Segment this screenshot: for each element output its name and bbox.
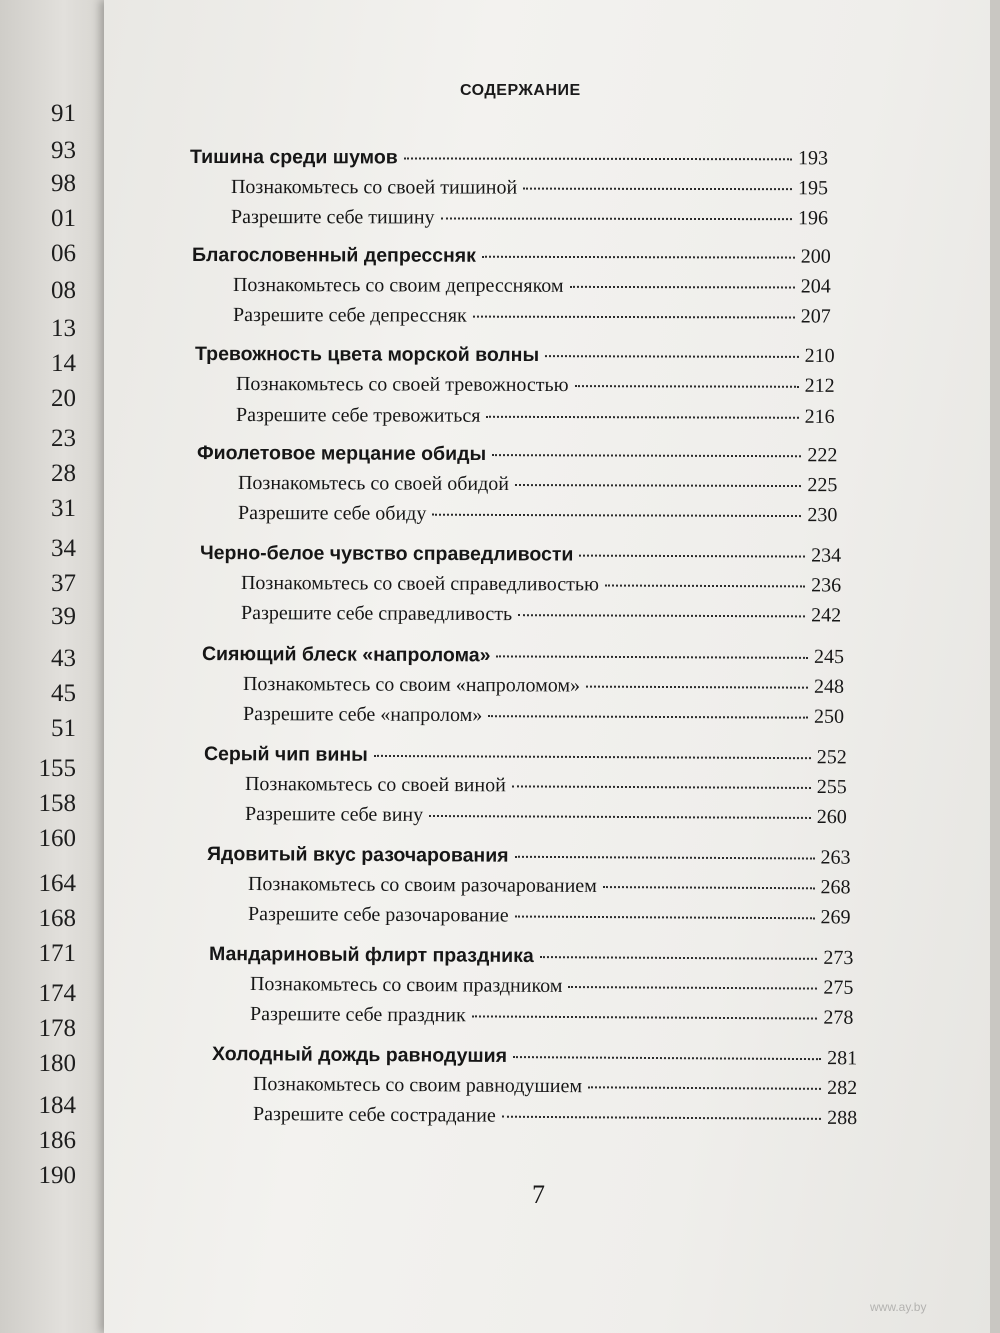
toc-entry-title: Благословенный депрессняк — [192, 244, 477, 267]
toc-entry-page-number: 196 — [797, 207, 829, 230]
toc-entry-page-number: 288 — [826, 1106, 857, 1130]
toc-subsection-entry — [245, 803, 847, 829]
toc-entry-title: Разрешите себе тишину — [230, 206, 435, 229]
facing-page-number: 93 — [51, 137, 76, 164]
dot-leader — [603, 886, 815, 889]
toc-entry-page-number: 216 — [804, 405, 835, 428]
toc-entry-page-number: 207 — [801, 305, 832, 328]
dot-leader — [473, 316, 795, 319]
facing-page-number: 28 — [51, 460, 76, 487]
toc-entry-title: Холодный дождь равнодушия — [211, 1043, 507, 1068]
toc-subsection-entry — [236, 404, 835, 429]
dot-leader — [545, 355, 798, 358]
toc-entry-title: Ядовитый вкус разочарования — [206, 843, 509, 867]
toc-entry-page-number: 263 — [820, 846, 851, 869]
dot-leader — [588, 1086, 821, 1090]
facing-page-number: 20 — [51, 385, 76, 412]
toc-chapter-entry — [207, 843, 851, 870]
toc-entry-page-number: 245 — [813, 645, 845, 669]
toc-chapter-entry — [209, 943, 854, 970]
toc-entry-page-number: 230 — [807, 504, 838, 527]
toc-entry-title: Разрешите себе справедливость — [240, 602, 512, 626]
toc-subsection-entry — [248, 903, 851, 929]
toc-entry-title: Сияющий блеск «напролома» — [201, 643, 491, 667]
toc-entry-page-number: 200 — [801, 245, 832, 268]
toc-entry-title: Познакомьтесь со своей тревожностью — [235, 373, 569, 397]
toc-subsection-entry — [233, 274, 831, 299]
toc-entry-page-number: 255 — [817, 775, 848, 799]
facing-page-number: 168 — [38, 905, 76, 932]
dot-leader — [492, 454, 801, 457]
facing-page-number: 186 — [38, 1127, 76, 1154]
toc-entry-title: Познакомьтесь со своей тишиной — [230, 176, 518, 199]
facing-page-number: 184 — [38, 1092, 76, 1119]
toc-entry-page-number: 225 — [807, 474, 838, 497]
toc-chapter-entry — [202, 643, 844, 669]
dot-leader — [486, 416, 798, 419]
dot-leader — [514, 916, 814, 920]
toc-subsection-entry — [241, 572, 841, 598]
dot-leader — [496, 655, 808, 658]
toc-entry-page-number: 242 — [810, 604, 841, 627]
facing-page-number: 45 — [51, 680, 76, 707]
dot-leader — [404, 157, 792, 160]
toc-entry-page-number: 250 — [813, 705, 845, 728]
toc-entry-title: Разрешите себе тревожиться — [235, 404, 481, 427]
toc-entry-title: Фиолетовое мерцание обиды — [197, 442, 487, 466]
facing-page-number: 39 — [51, 603, 76, 630]
toc-entry-page-number: 260 — [817, 805, 848, 829]
toc-subsection-entry — [248, 873, 851, 899]
toc-subsection-entry — [236, 373, 835, 398]
facing-page-number: 14 — [51, 350, 76, 377]
toc-entry-title: Разрешите себе «напролом» — [242, 703, 483, 727]
dot-leader — [430, 815, 812, 819]
dot-leader — [586, 686, 808, 689]
toc-chapter-entry — [204, 743, 847, 769]
toc-entry-page-number: 248 — [813, 675, 845, 698]
toc-subsection-entry — [250, 973, 854, 1000]
dot-leader — [579, 555, 805, 558]
facing-page-number: 158 — [38, 790, 76, 817]
toc-entry-title: Тревожность цвета морской волны — [194, 343, 539, 367]
facing-page-number: 37 — [51, 570, 76, 597]
facing-page-number: 06 — [51, 240, 76, 267]
toc-entry-title: Познакомьтесь со своим «напроломом» — [242, 673, 581, 697]
toc-entry-page-number: 204 — [801, 275, 832, 298]
dot-leader — [569, 986, 818, 990]
toc-subsection-entry — [243, 673, 844, 699]
toc-chapter-entry — [192, 244, 831, 269]
toc-entry-page-number: 273 — [823, 946, 854, 970]
toc-subsection-entry — [231, 176, 828, 200]
dot-leader — [374, 755, 811, 759]
toc-subsection-entry — [253, 1073, 857, 1100]
toc-entry-page-number: 234 — [810, 544, 841, 567]
toc-entry-page-number: 278 — [823, 1006, 854, 1029]
facing-page-number: 178 — [38, 1015, 76, 1042]
toc-entry-title: Серый чип вины — [204, 743, 369, 766]
facing-page-number: 31 — [51, 495, 76, 522]
facing-page-number: 43 — [51, 645, 76, 672]
toc-entry-title: Познакомьтесь со своим равнодушием — [252, 1073, 582, 1098]
facing-page-number: 190 — [38, 1162, 76, 1189]
facing-page-number: 08 — [51, 277, 76, 304]
toc-entry-title: Познакомьтесь со своим праздником — [250, 973, 563, 997]
page-folio: 7 — [532, 1180, 545, 1209]
dot-leader — [574, 385, 798, 388]
dot-leader — [512, 785, 811, 789]
facing-page-number: 23 — [51, 425, 76, 452]
toc-entry-page-number: 193 — [797, 147, 829, 170]
toc-entry-page-number: 252 — [817, 746, 848, 769]
dot-leader — [605, 585, 805, 588]
toc-entry-title: Познакомьтесь со своим депрессняком — [233, 274, 564, 297]
toc-entry-title: Познакомьтесь со своим разочарованием — [247, 873, 597, 898]
toc-entry-title: Познакомьтесь со своей виной — [245, 773, 507, 797]
toc-entry-title: Тишина среди шумов — [189, 146, 398, 169]
facing-page-number: 51 — [51, 715, 76, 742]
toc-chapter-entry — [190, 146, 828, 170]
toc-entry-title: Разрешите себе праздник — [250, 1003, 466, 1027]
toc-entry-page-number: 281 — [826, 1047, 857, 1070]
toc-chapter-entry — [195, 343, 835, 368]
facing-page-number: 01 — [51, 205, 76, 232]
watermark: www.ay.by — [870, 1300, 927, 1314]
toc-entry-page-number: 275 — [823, 976, 854, 999]
toc-subsection-entry — [231, 206, 828, 230]
toc-subsection-entry — [241, 602, 841, 628]
toc-entry-title: Познакомьтесь со своей справедливостью — [240, 572, 599, 596]
toc-subsection-entry — [238, 502, 837, 527]
toc-entry-title: Мандариновый флирт праздника — [209, 943, 535, 968]
dot-leader — [482, 256, 795, 259]
dot-leader — [514, 856, 814, 860]
toc-entry-page-number: 212 — [804, 374, 835, 397]
facing-page-number: 174 — [38, 980, 76, 1007]
facing-page-number: 34 — [51, 535, 76, 562]
dot-leader — [488, 715, 808, 719]
toc-entry-page-number: 269 — [820, 906, 851, 929]
toc-entry-title: Разрешите себе обиду — [238, 502, 427, 525]
facing-page-number: 13 — [51, 315, 76, 342]
toc-subsection-entry — [253, 1103, 857, 1130]
toc-entry-title: Черно-белое чувство справедливости — [199, 542, 574, 566]
toc-entry-page-number: 210 — [804, 344, 835, 368]
toc-entry-page-number: 236 — [810, 574, 841, 597]
toc-entry-title: Разрешите себе вину — [245, 803, 424, 826]
dot-leader — [433, 514, 802, 517]
toc-entry-title: Разрешите себе сострадание — [252, 1103, 496, 1127]
toc-subsection-entry — [238, 472, 837, 497]
toc-chapter-entry — [197, 442, 837, 467]
toc-entry-page-number: 195 — [797, 177, 829, 200]
toc-subsection-entry — [250, 1003, 854, 1030]
facing-page-number: 171 — [38, 940, 76, 967]
toc-chapter-entry — [200, 542, 841, 568]
dot-leader — [523, 188, 792, 191]
dot-leader — [515, 484, 801, 487]
dot-leader — [513, 1056, 821, 1060]
dot-leader — [518, 614, 805, 617]
toc-entry-page-number: 268 — [820, 876, 851, 899]
toc-subsection-entry — [243, 703, 844, 729]
dot-leader — [501, 1116, 820, 1120]
toc-chapter-entry — [212, 1043, 857, 1070]
toc-entry-page-number: 282 — [826, 1076, 857, 1100]
toc-subsection-entry — [245, 773, 847, 799]
running-head: СОДЕРЖАНИЕ — [460, 82, 581, 99]
toc-entry-title: Разрешите себе разочарование — [247, 903, 509, 927]
toc-entry-title: Разрешите себе депрессняк — [233, 304, 468, 327]
dot-leader — [472, 1015, 818, 1019]
facing-page-number: 164 — [38, 870, 76, 897]
facing-page-number: 98 — [51, 170, 76, 197]
toc-subsection-entry — [233, 304, 831, 329]
dot-leader — [570, 286, 795, 289]
facing-page-number: 155 — [38, 755, 76, 782]
facing-page-number: 91 — [51, 100, 76, 127]
facing-page-number: 160 — [38, 825, 76, 852]
toc-entry-title: Познакомьтесь со своей обидой — [238, 472, 510, 495]
toc-entry-page-number: 222 — [807, 444, 838, 467]
dot-leader — [540, 956, 818, 960]
facing-page-number: 180 — [38, 1050, 76, 1077]
dot-leader — [441, 217, 792, 220]
